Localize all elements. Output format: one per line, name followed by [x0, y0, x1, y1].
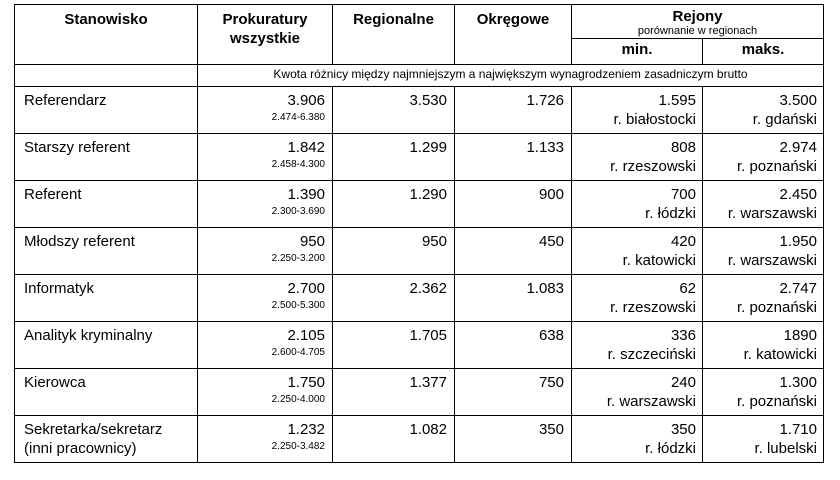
all-prosecutors-value: 1.390	[287, 186, 325, 203]
min-cell	[572, 369, 703, 416]
min-cell	[572, 134, 703, 181]
min-region: r. łódzki	[645, 205, 696, 222]
position-cell	[15, 416, 198, 463]
table-row	[15, 322, 824, 369]
min-region: r. białostocki	[613, 111, 696, 128]
district-cell	[455, 87, 572, 134]
position-name: Referendarz	[24, 92, 107, 109]
min-cell	[572, 275, 703, 322]
header-rejony-subtitle: porównanie w regionach	[637, 25, 758, 37]
header-regional: Regionalne	[333, 5, 455, 65]
min-value: 420	[670, 233, 696, 250]
all-prosecutors-cell	[198, 181, 333, 228]
regional-value: 1.377	[409, 374, 447, 391]
table-row	[15, 416, 824, 463]
position-name: Młodszy referent	[24, 233, 135, 250]
min-region: r. katowicki	[622, 252, 696, 269]
max-region: r. warszawski	[727, 252, 817, 269]
salary-range: 2.458-4.300	[271, 159, 325, 170]
table-row	[15, 134, 824, 181]
district-value: 1.726	[526, 92, 564, 109]
max-cell	[703, 275, 824, 322]
district-value: 1.133	[526, 139, 564, 156]
min-cell	[572, 181, 703, 228]
header-position: Stanowisko	[15, 5, 198, 65]
table-row	[15, 275, 824, 322]
all-prosecutors-cell	[198, 275, 333, 322]
district-cell	[455, 322, 572, 369]
position-name: Informatyk	[24, 280, 95, 297]
all-prosecutors-cell	[198, 228, 333, 275]
all-prosecutors-cell	[198, 416, 333, 463]
position-name: Kierowca	[24, 374, 86, 391]
max-cell	[703, 134, 824, 181]
header-max: maks.	[703, 39, 824, 65]
min-value: 700	[670, 186, 696, 203]
all-prosecutors-value: 950	[299, 233, 325, 250]
min-value: 62	[679, 280, 696, 297]
salary-range: 2.250-3.200	[271, 253, 325, 264]
all-prosecutors-value: 1.842	[287, 139, 325, 156]
district-value: 450	[538, 233, 564, 250]
regional-value: 950	[421, 233, 447, 250]
all-prosecutors-value: 1.232	[287, 421, 325, 438]
all-prosecutors-value: 2.105	[287, 327, 325, 344]
district-cell	[455, 181, 572, 228]
max-value: 1890	[783, 327, 817, 344]
district-value: 1.083	[526, 280, 564, 297]
max-value: 2.974	[779, 139, 817, 156]
position-cell	[15, 322, 198, 369]
all-prosecutors-value: 1.750	[287, 374, 325, 391]
min-value: 336	[670, 327, 696, 344]
all-prosecutors-cell	[198, 369, 333, 416]
regional-cell	[333, 181, 455, 228]
all-prosecutors-cell	[198, 87, 333, 134]
min-cell	[572, 416, 703, 463]
regional-value: 1.705	[409, 327, 447, 344]
district-cell	[455, 134, 572, 181]
max-region: r. gdański	[752, 111, 817, 128]
min-value: 240	[670, 374, 696, 391]
header-rejony	[572, 5, 824, 39]
district-cell	[455, 416, 572, 463]
max-value: 2.747	[779, 280, 817, 297]
min-value: 1.595	[658, 92, 696, 109]
district-value: 900	[538, 186, 564, 203]
header-district: Okręgowe	[455, 5, 572, 65]
regional-cell	[333, 134, 455, 181]
header-all-prosecutors: Prokuratury wszystkie	[198, 5, 333, 65]
regional-cell	[333, 87, 455, 134]
min-value: 808	[670, 139, 696, 156]
district-value: 350	[538, 421, 564, 438]
table-row	[15, 87, 824, 134]
max-region: r. lubelski	[754, 440, 817, 457]
district-value: 750	[538, 374, 564, 391]
district-cell	[455, 275, 572, 322]
regional-cell	[333, 416, 455, 463]
table-row	[15, 181, 824, 228]
regional-value: 3.530	[409, 92, 447, 109]
max-value: 3.500	[779, 92, 817, 109]
regional-cell	[333, 322, 455, 369]
header-min: min.	[572, 39, 703, 65]
all-prosecutors-value: 3.906	[287, 92, 325, 109]
max-region: r. poznański	[736, 299, 817, 316]
position-name: Analityk kryminalny	[24, 327, 153, 344]
max-value: 1.300	[779, 374, 817, 391]
min-region: r. łódzki	[645, 440, 696, 457]
position-cell	[15, 87, 198, 134]
salary-range: 2.250-3.482	[271, 441, 325, 452]
all-prosecutors-cell	[198, 322, 333, 369]
max-value: 2.450	[779, 186, 817, 203]
header-rejony-title: Rejony	[672, 8, 723, 25]
regional-cell	[333, 228, 455, 275]
salary-range: 2.600-4.705	[271, 347, 325, 358]
regional-cell	[333, 369, 455, 416]
position-cell	[15, 369, 198, 416]
max-cell	[703, 228, 824, 275]
all-prosecutors-value: 2.700	[287, 280, 325, 297]
position-name: Referent	[24, 186, 82, 203]
max-value: 1.950	[779, 233, 817, 250]
table-row	[15, 369, 824, 416]
position-cell	[15, 228, 198, 275]
regional-value: 2.362	[409, 280, 447, 297]
min-region: r. warszawski	[606, 393, 696, 410]
max-value: 1.710	[779, 421, 817, 438]
min-region: r. rzeszowski	[610, 299, 696, 316]
note-empty-cell	[15, 65, 198, 87]
district-cell	[455, 228, 572, 275]
salary-range: 2.500-5.300	[271, 300, 325, 311]
position-name: Starszy referent	[24, 139, 130, 156]
position-name-line2: (inni pracownicy)	[24, 440, 137, 457]
max-cell	[703, 322, 824, 369]
max-region: r. poznański	[736, 158, 817, 175]
district-value: 638	[538, 327, 564, 344]
salary-range: 2.250-4.000	[271, 394, 325, 405]
regional-cell	[333, 275, 455, 322]
regional-value: 1.299	[409, 139, 447, 156]
max-region: r. warszawski	[727, 205, 817, 222]
district-cell	[455, 369, 572, 416]
min-cell	[572, 87, 703, 134]
max-cell	[703, 87, 824, 134]
max-region: r. poznański	[736, 393, 817, 410]
min-cell	[572, 228, 703, 275]
max-region: r. katowicki	[743, 346, 817, 363]
regional-value: 1.082	[409, 421, 447, 438]
all-prosecutors-cell	[198, 134, 333, 181]
min-region: r. rzeszowski	[610, 158, 696, 175]
min-cell	[572, 322, 703, 369]
salary-range: 2.300-3.690	[271, 206, 325, 217]
note-row	[15, 65, 824, 87]
max-cell	[703, 369, 824, 416]
table-row	[15, 228, 824, 275]
regional-value: 1.290	[409, 186, 447, 203]
salary-range: 2.474-6.380	[271, 112, 325, 123]
min-region: r. szczeciński	[607, 346, 696, 363]
max-cell	[703, 416, 824, 463]
header-row	[15, 5, 824, 39]
min-value: 350	[670, 421, 696, 438]
position-cell	[15, 134, 198, 181]
position-cell	[15, 181, 198, 228]
position-name: Sekretarka/sekretarz	[24, 421, 163, 438]
max-cell	[703, 181, 824, 228]
position-cell	[15, 275, 198, 322]
salary-difference-table	[14, 4, 824, 463]
header-note: Kwota różnicy między najmniejszym a największym wynagrodzeniem zasadniczym brutto	[198, 65, 824, 87]
